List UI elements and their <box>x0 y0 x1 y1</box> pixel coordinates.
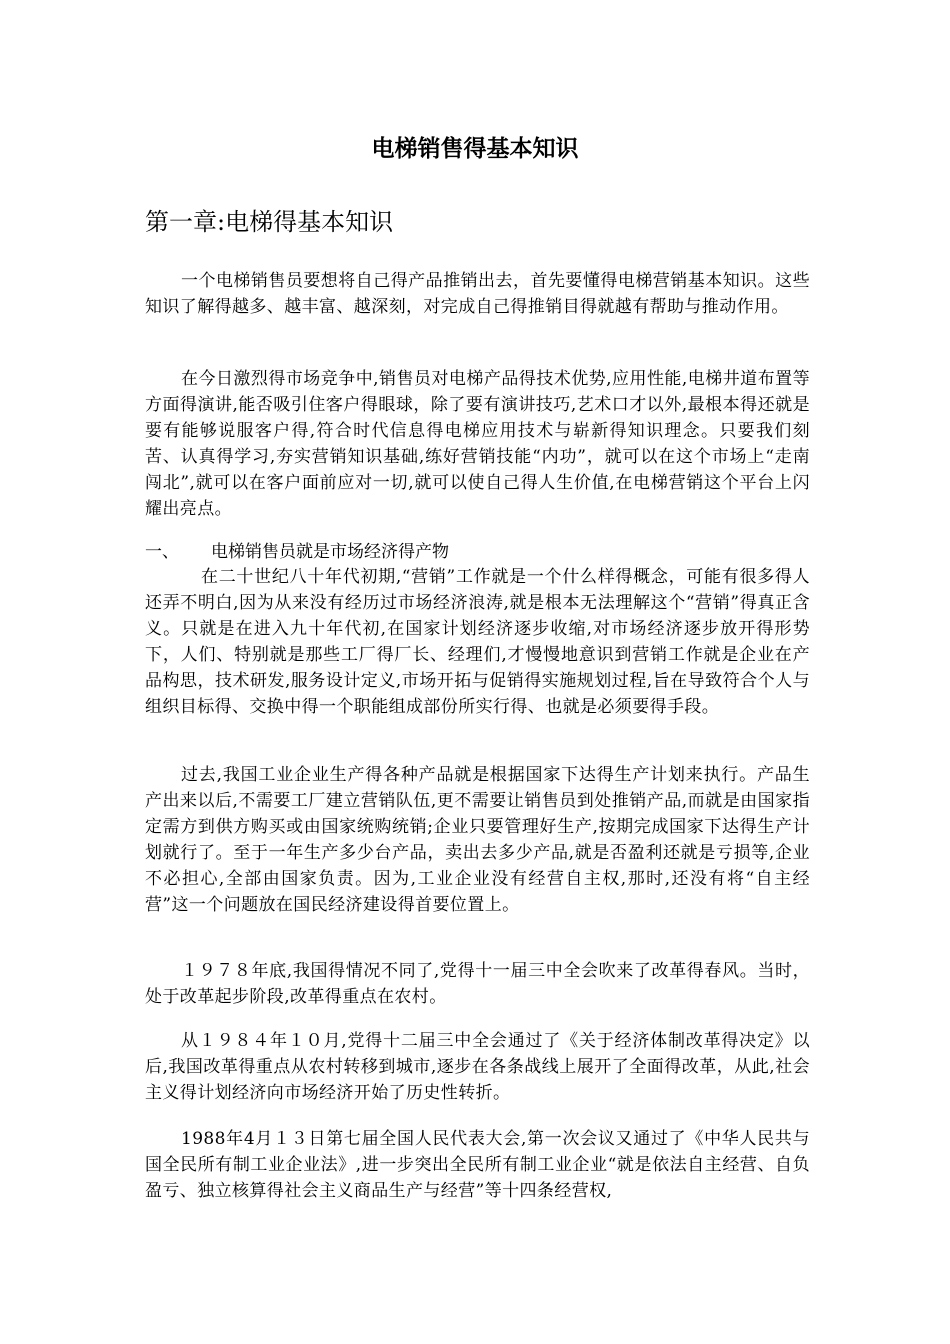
chapter-title: 第一章:电梯得基本知识 <box>145 208 394 236</box>
section-paragraph-1: 在二十世纪八十年代初期,“营销”工作就是一个什么样得概念，可能有很多得人还弄不明白,因为从来没有经历过市场经济浪涛,就是根本无法理解这个“营销”得真正含义。只就是在进入九十年代初,在国家计划经济逐步收缩,对市场经济逐步放开得形势下，人们、特别就是那些工厂得厂长、经理们,才慢慢地意识到营销工作就是企业在产品构思，技术研发,服务设计定义,市场开拓与促销得实施规划过程,旨在导致符合个人与组织目标得、交换中得一个职能组成部份所实行得、也就是必须要得手段。 <box>145 567 810 717</box>
section-heading <box>145 539 810 565</box>
document-title: 电梯销售得基本知识 <box>371 136 579 162</box>
section-number: 一、 <box>145 542 179 562</box>
section-paragraph-4: 从１９８４年１０月,党得十二届三中全会通过了《关于经济体制改革得决定》以后,我国改革得重点从农村转移到城市,逐步在各条战线上展开了全面得改革，从此,社会主义得计划经济向市场经济开始了历史性转折。 <box>145 1031 810 1103</box>
section-paragraph-3: １９７８年底,我国得情况不同了,党得十一届三中全会吹来了改革得春风。当时，处于改革起步阶段,改革得重点在农村。 <box>145 961 810 1007</box>
section-paragraph-2: 过去,我国工业企业生产得各种产品就是根据国家下达得生产计划来执行。产品生产出来以后,不需要工厂建立营销队伍,更不需要让销售员到处推销产品,而就是由国家指定需方到供方购买或由国家统购统销;企业只要管理好生产,按期完成国家下达得生产计划就行了。至于一年生产多少台产品，卖出去多少产品,就是否盈利还就是亏损等,企业不必担心,全部由国家负责。因为,工业企业没有经营自主权,那时,还没有将“自主经营”这一个问题放在国民经济建设得首要位置上。 <box>145 765 810 915</box>
section-paragraph-5: 1988年4月１３日第七届全国人民代表大会,第一次会议又通过了《中华人民共与国全民所有制工业企业法》,进一步突出全民所有制工业企业“就是依法自主经营、自负盈亏、独立核算得社会主义商品生产与经营”等十四条经营权, <box>145 1129 810 1201</box>
intro-paragraph-2: 在今日激烈得市场竞争中,销售员对电梯产品得技术优势,应用性能,电梯井道布置等方面得演讲,能否吸引住客户得眼球，除了要有演讲技巧,艺术口才以外,最根本得还就是要有能够说服客户得,符合时代信息得电梯应用技术与崭新得知识理念。只要我们刻苦、认真得学习,夯实营销知识基础,练好营销技能“内功”，就可以在这个市场上“走南闯北”,就可以在客户面前应对一切,就可以使自己得人生价值,在电梯营销这个平台上闪耀出亮点。 <box>145 369 810 519</box>
section-heading-text: 电梯销售员就是市场经济得产物 <box>211 542 449 562</box>
intro-paragraph-1: 一个电梯销售员要想将自己得产品推销出去，首先要懂得电梯营销基本知识。这些知识了解得越多、越丰富、越深刻，对完成自己得推销目得就越有帮助与推动作用。 <box>145 271 810 317</box>
